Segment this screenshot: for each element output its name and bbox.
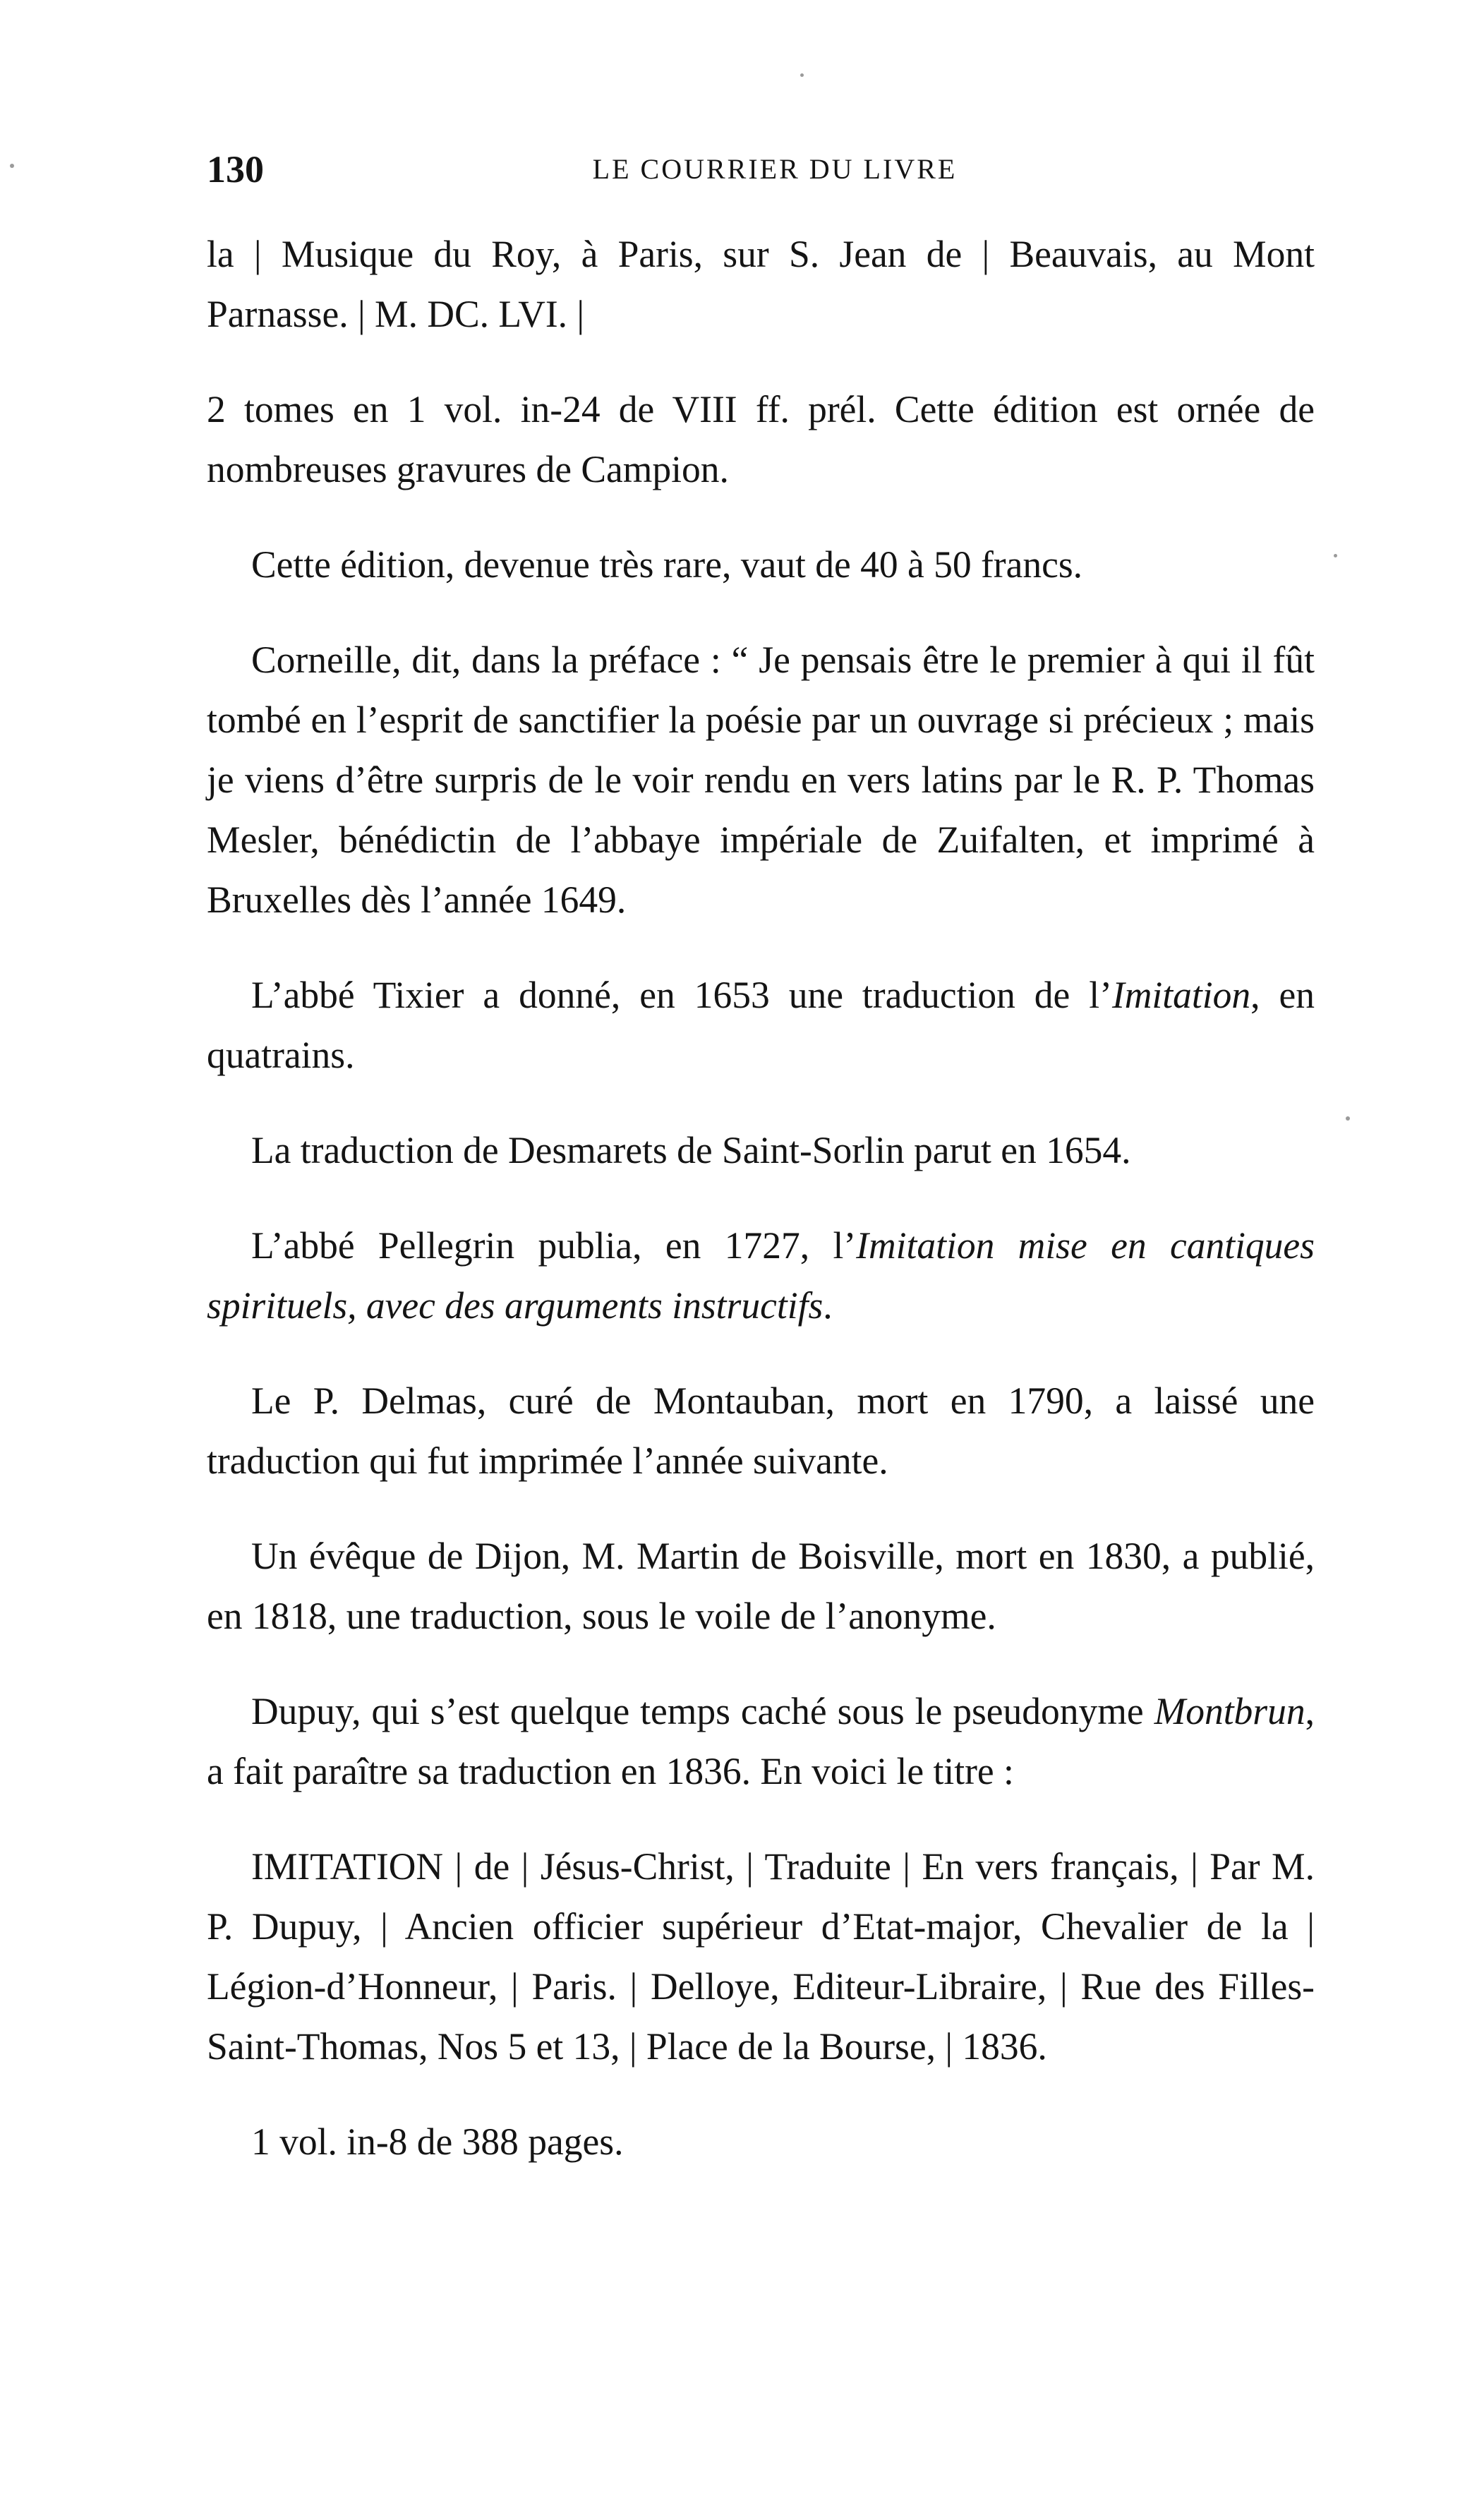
- print-speck: [10, 164, 14, 168]
- print-speck: [1346, 1116, 1350, 1121]
- running-title: LE COURRIER DU LIVRE: [592, 153, 958, 185]
- paragraph: la | Musique du Roy, à Paris, sur S. Jean de | Beauvais, au Mont Parnasse. | M. DC. LVI. |: [207, 233, 1315, 335]
- paragraph: Un évêque de Dijon, M. Martin de Boisville, mort en 1830, a publié, en 1818, une traduction, sous le voile de l’anonyme.: [207, 1535, 1315, 1637]
- paragraph: 2 tomes en 1 vol. in-24 de VIII ff. prél. Cette édition est ornée de nombreuses gravures de Campion.: [207, 388, 1315, 490]
- paragraph: La traduction de Desmarets de Saint-Sorlin parut en 1654.: [251, 1129, 1131, 1171]
- paragraph: IMITATION | de | Jésus-Christ, | Traduite | En vers français, | Par M. P. Dupuy, | Ancien officier supérieur d’Etat-major, Chevalier de la | Légion-d’Honneur, | Paris. | Delloye, Editeur-Libraire, | Rue des Filles-Saint-Thomas, Nos 5 et 13, | Place de la Bourse, | 1836.: [207, 1845, 1315, 2068]
- paragraph: Corneille, dit, dans la préface : “ Je pensais être le premier à qui il fût tombé en l’esprit de sanctifier la poésie par un ouvrage si précieux ; mais je viens d’être surpris de le voir rendu en vers latins par le R. P. Thomas Mesler, bénédictin de l’abbaye impériale de Zuifalten, et imprimé à Bruxelles dès l’année 1649.: [207, 639, 1315, 921]
- paragraph: [207, 1682, 1315, 1802]
- print-speck: [800, 73, 804, 77]
- text-run: L’abbé Tixier a donné, en 1653 une traduction de l’: [251, 974, 1112, 1016]
- text-run: .: [823, 1284, 833, 1327]
- italic-pseudonym: Montbrun: [1154, 1690, 1305, 1732]
- paragraph: 1 vol. in-8 de 388 pages.: [251, 2120, 624, 2163]
- text-run: L’abbé Pellegrin publia, en 1727, l’: [251, 1224, 857, 1267]
- text-run: , a fait paraître sa traduction en 1836. En voici le titre :: [207, 1690, 1315, 1792]
- text-run: Dupuy, qui s’est quelque temps caché sous le pseudonyme: [251, 1690, 1154, 1732]
- text-run: , en quatrains.: [207, 974, 1315, 1076]
- paragraph: Cette édition, devenue très rare, vaut de 40 à 50 francs.: [251, 543, 1083, 586]
- italic-title: Imitation: [1111, 974, 1251, 1016]
- paragraph: [207, 1216, 1315, 1336]
- page-number: 130: [207, 148, 264, 191]
- page-header: [207, 145, 1315, 194]
- paragraph: [207, 965, 1315, 1085]
- paragraph: Le P. Delmas, curé de Montauban, mort en 1790, a laissé une traduction qui fut imprimée l’année suivante.: [207, 1380, 1315, 1482]
- body-text: [207, 224, 1315, 2207]
- print-speck: [1334, 554, 1337, 557]
- italic-title: Imitation mise en cantiques spirituels, avec des arguments instructifs: [207, 1224, 1315, 1327]
